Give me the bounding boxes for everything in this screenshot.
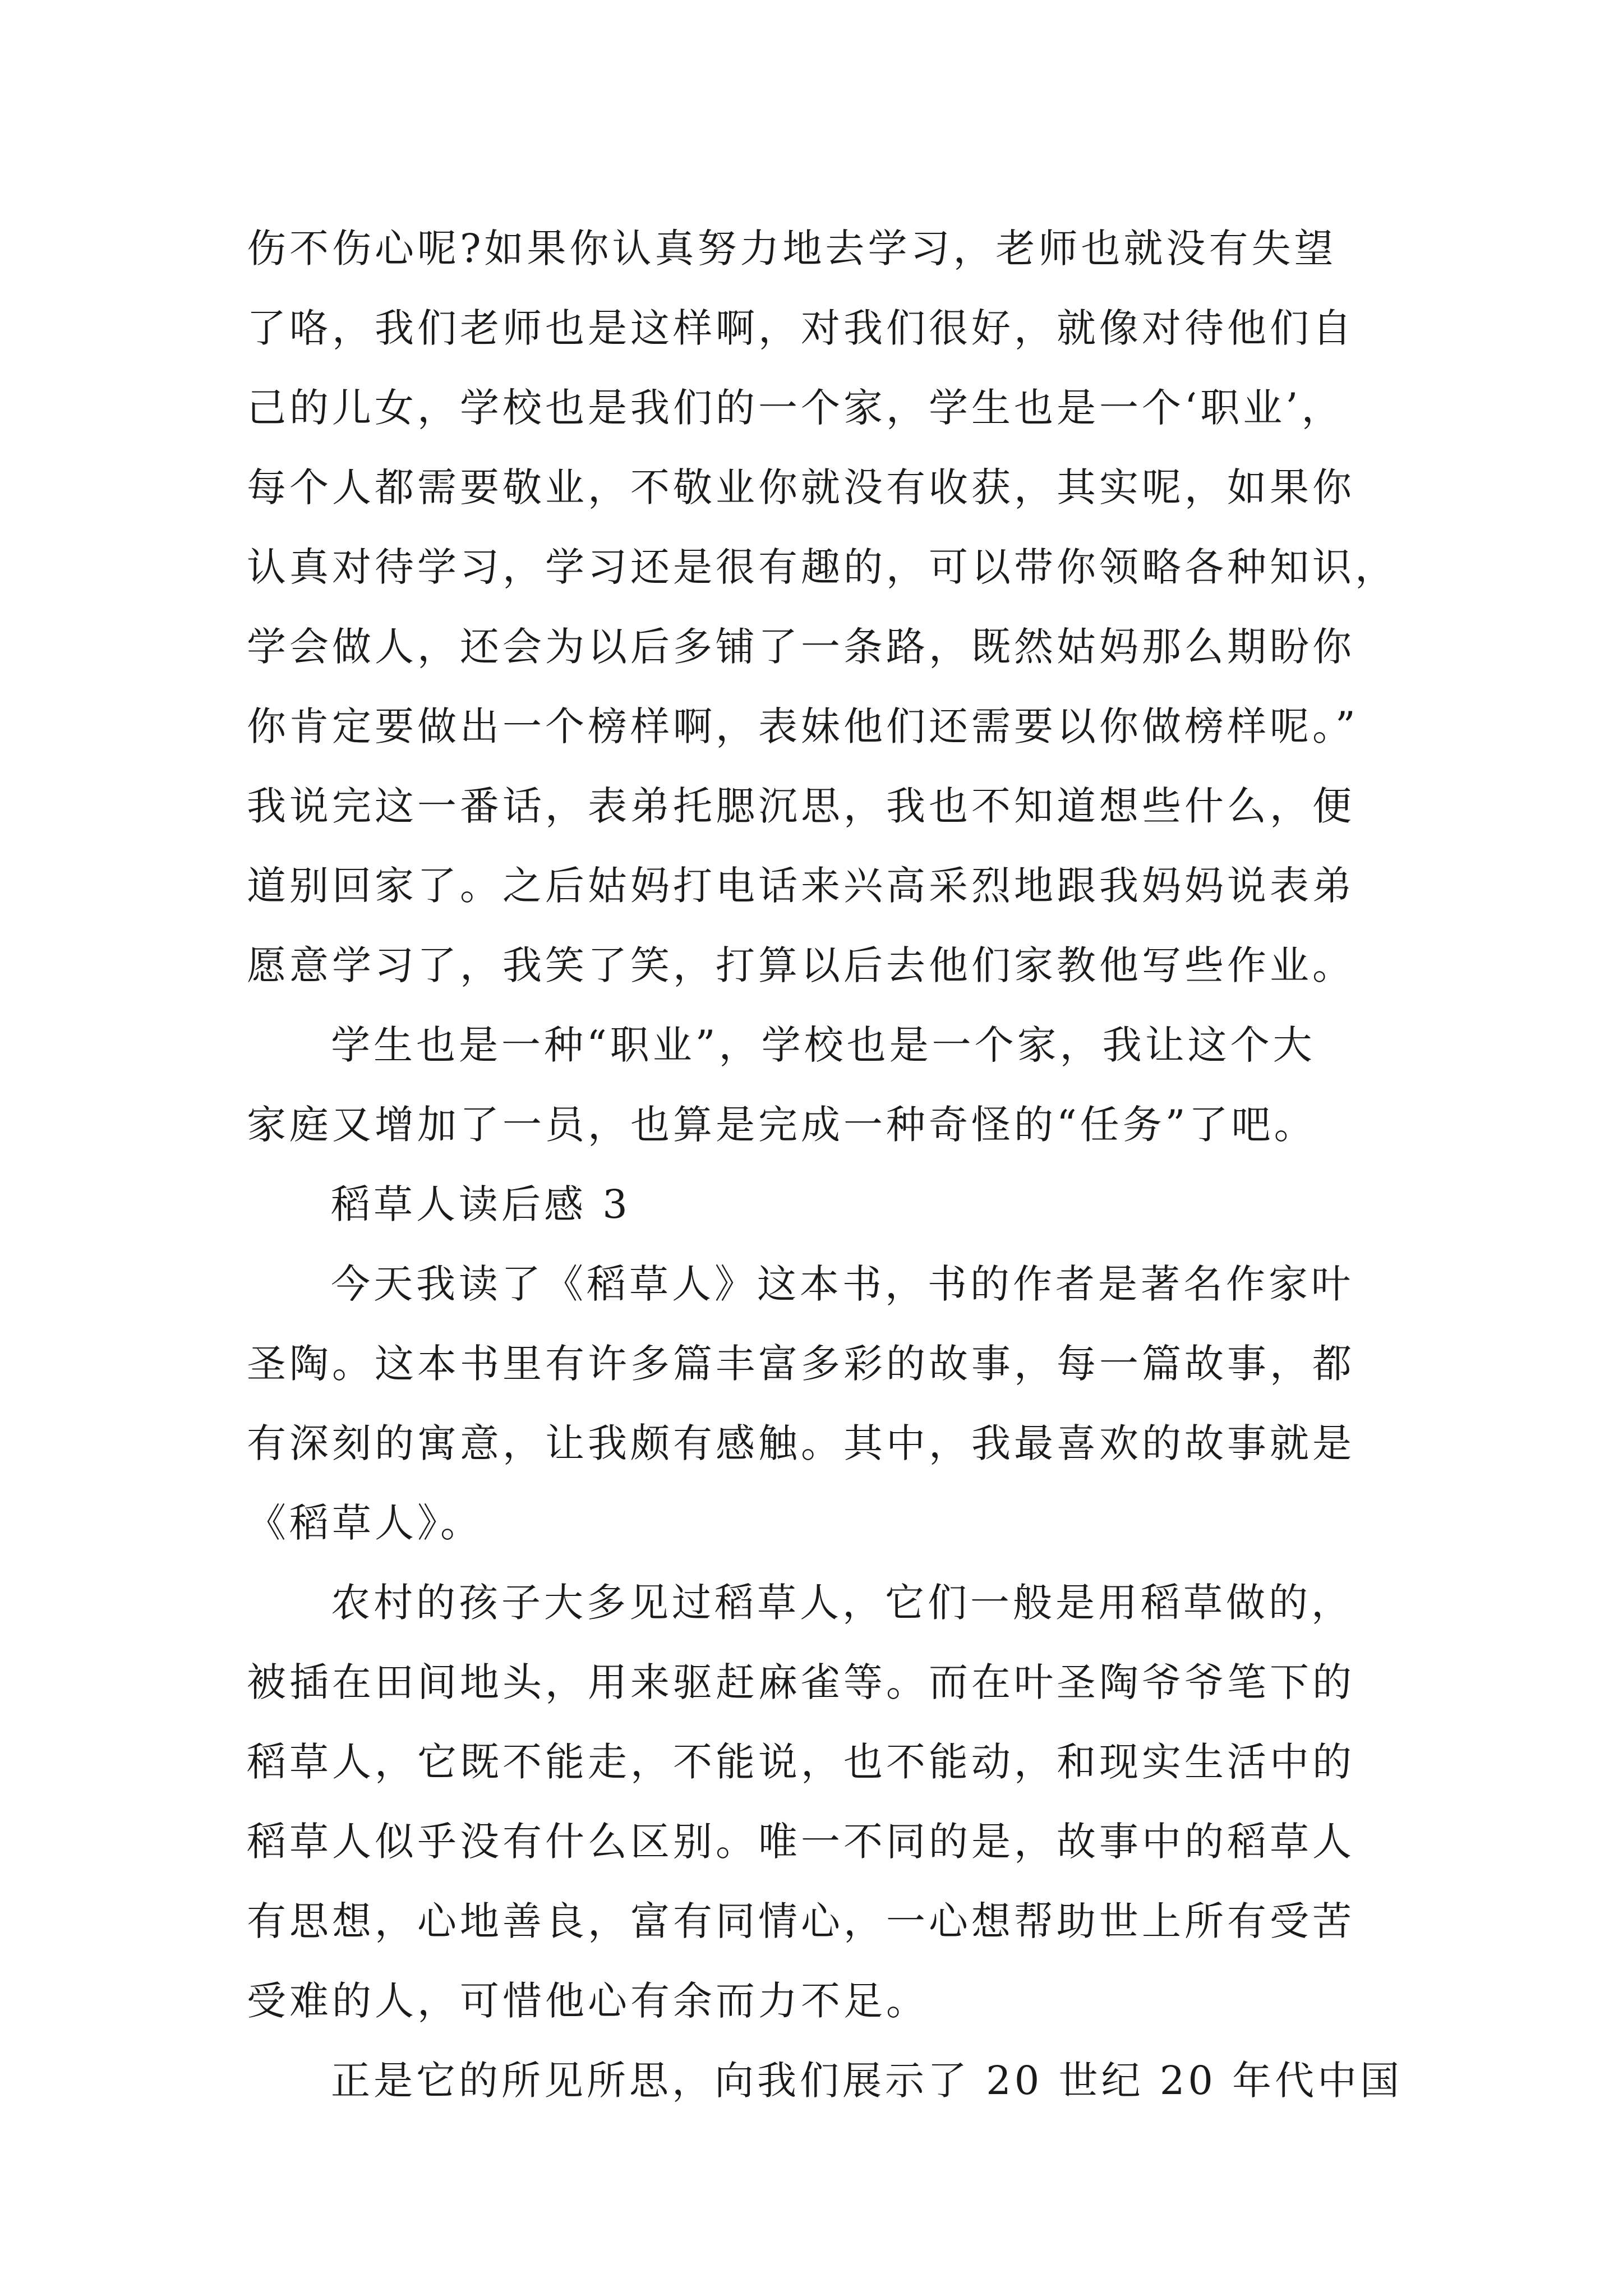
paragraph-start-line: 农村的孩子大多见过稻草人，它们一般是用稻草做的，	[331, 1580, 1354, 1626]
text-line: 愿意学习了，我笑了笑，打算以后去他们家教他写些作业。	[247, 942, 1355, 988]
body-text	[247, 209, 1403, 2120]
section-heading: 稻草人读后感 3	[331, 1181, 631, 1227]
text-line: 稻草人似乎没有什么区别。唯一不同的是，故事中的稻草人	[247, 1819, 1355, 1865]
paragraph-start-line: 今天我读了《稻草人》这本书，书的作者是著名作家叶	[331, 1261, 1354, 1307]
text-line: 家庭又增加了一员，也算是完成一种奇怪的“任务”了吧。	[247, 1102, 1317, 1148]
text-line: 《稻草人》。	[247, 1500, 483, 1546]
text-line: 认真对待学习，学习还是很有趣的，可以带你领略各种知识，	[247, 544, 1398, 590]
paragraph-start-line: 学生也是一种“职业”，学校也是一个家，我让这个大	[331, 1022, 1316, 1068]
text-line: 每个人都需要敬业，不敬业你就没有收获，其实呢，如果你	[247, 464, 1355, 510]
text-line: 稻草人，它既不能走，不能说，也不能动，和现实生活中的	[247, 1739, 1355, 1785]
text-line: 有深刻的寓意，让我颇有感触。其中，我最喜欢的故事就是	[247, 1420, 1355, 1466]
text-line: 学会做人，还会为以后多铺了一条路，既然姑妈那么期盼你	[247, 624, 1355, 670]
text-line: 道别回家了。之后姑妈打电话来兴高采烈地跟我妈妈说表弟	[247, 863, 1355, 909]
text-line: 你肯定要做出一个榜样啊，表妹他们还需要以你做榜样呢。”	[247, 703, 1359, 749]
text-line: 受难的人，可惜他心有余而力不足。	[247, 1978, 929, 2024]
text-line: 被插在田间地头，用来驱赶麻雀等。而在叶圣陶爷爷笔下的	[247, 1659, 1355, 1705]
text-line: 己的儿女，学校也是我们的一个家，学生也是一个‘职业’，	[247, 385, 1344, 431]
text-line: 我说完这一番话，表弟托腮沉思，我也不知道想些什么，便	[247, 783, 1355, 829]
text-line: 了咯，我们老师也是这样啊，对我们很好，就像对待他们自	[247, 305, 1355, 351]
text-line: 有思想，心地善良，富有同情心，一心想帮助世上所有受苦	[247, 1898, 1355, 1944]
text-line: 伤不伤心呢?如果你认真努力地去学习，老师也就没有失望	[247, 226, 1337, 272]
text-line: 圣陶。这本书里有许多篇丰富多彩的故事，每一篇故事，都	[247, 1341, 1355, 1387]
paragraph-start-line: 正是它的所见所思，向我们展示了 20 世纪 20 年代中国	[331, 2058, 1403, 2104]
